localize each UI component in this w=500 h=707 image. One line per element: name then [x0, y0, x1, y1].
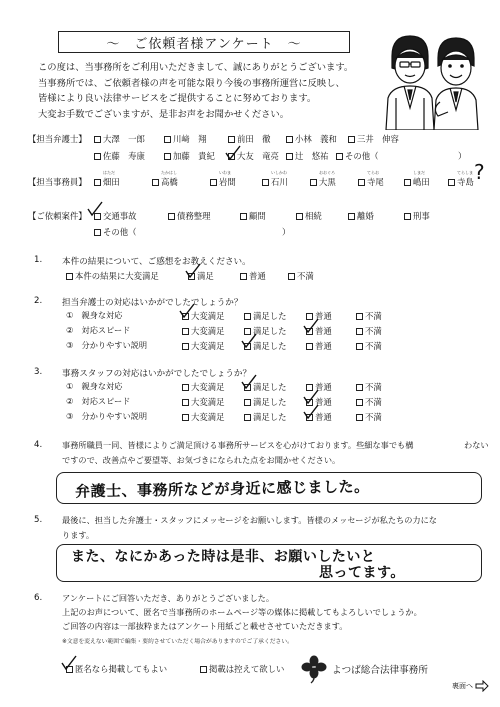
- checkbox[interactable]: [182, 328, 189, 335]
- checkbox[interactable]: [404, 179, 411, 186]
- checkbox[interactable]: [356, 343, 363, 350]
- checkbox[interactable]: [94, 229, 101, 236]
- question-text: 担当弁護士の対応はいかがでしたでしょうか？: [62, 298, 243, 308]
- case-option[interactable]: 相続: [296, 210, 322, 222]
- staff-name: 寺島: [457, 177, 474, 187]
- q2-item: ② 対応スピード: [66, 325, 131, 335]
- staff-option[interactable]: [210, 170, 236, 188]
- q1-option-checked[interactable]: 満足: [188, 270, 214, 282]
- q3-option[interactable]: 不満: [356, 381, 382, 393]
- intro-line: 皆様により良い法律サービスをご提供することに努めております。: [38, 93, 317, 104]
- checkbox[interactable]: [310, 179, 317, 186]
- q2-option[interactable]: 満足した: [244, 325, 287, 337]
- q2-option[interactable]: 大変満足: [182, 325, 225, 337]
- q2-option[interactable]: 普通: [306, 340, 332, 352]
- staff-name: 畑田: [103, 177, 120, 187]
- lawyer-option[interactable]: 加藤 貴紀: [164, 150, 215, 162]
- staff-reading: いしかわ: [271, 170, 287, 175]
- staff-option[interactable]: [262, 170, 288, 188]
- q2-option[interactable]: 満足した: [244, 310, 287, 322]
- q1-option[interactable]: 普通: [240, 270, 266, 282]
- survey-title: ～ ご依頼者様アンケート ～: [58, 31, 350, 53]
- q3-option-checked[interactable]: 満足した: [244, 381, 287, 393]
- checkbox[interactable]: [288, 273, 295, 280]
- case-other-close: ）: [282, 227, 291, 237]
- checkbox[interactable]: [356, 399, 363, 406]
- clover-icon: [300, 654, 328, 684]
- lawyer-option-other[interactable]: その他（: [336, 150, 379, 162]
- q6-option-checked[interactable]: 匿名なら掲載してもよい: [66, 663, 167, 675]
- q3-item: ① 親身な対応: [66, 381, 123, 391]
- q1-option[interactable]: 本件の結果に大変満足: [66, 270, 159, 282]
- q3-option-checked[interactable]: 普通: [306, 411, 332, 423]
- q3-option[interactable]: 不満: [356, 396, 382, 408]
- next-page-indicator[interactable]: [452, 680, 489, 692]
- intro-line: 大変お手数でございますが、是非お声をお聞かせください。: [38, 108, 290, 120]
- case-option[interactable]: 債務整理: [168, 210, 211, 222]
- q6-option[interactable]: 掲載は控えて欲しい: [200, 663, 284, 675]
- checkbox[interactable]: [188, 273, 195, 280]
- q3-option[interactable]: 大変満足: [182, 381, 225, 393]
- case-option-other[interactable]: その他（: [94, 226, 137, 238]
- q2-option[interactable]: 不満: [356, 340, 382, 352]
- checkbox[interactable]: [244, 328, 251, 335]
- lawyer-option[interactable]: 小林 義和: [286, 133, 337, 145]
- q3-option[interactable]: 大変満足: [182, 411, 225, 423]
- checkbox[interactable]: [228, 153, 235, 160]
- question-number: 4.: [34, 440, 43, 450]
- q2-option-checked[interactable]: 普通: [306, 325, 332, 337]
- checkbox[interactable]: [306, 328, 313, 335]
- case-option[interactable]: 刑事: [404, 210, 430, 222]
- staff-option[interactable]: [152, 170, 178, 188]
- q2-option[interactable]: 普通: [306, 310, 332, 322]
- checkbox[interactable]: [356, 328, 363, 335]
- checkbox[interactable]: [182, 343, 189, 350]
- question-text-line: ですので、改善点やご要望等、お気づきになられた点をお聞かせください。: [62, 455, 341, 465]
- footnote: ※文意を変えない範囲で編集・要約させていただく場合がありますのでご了承ください。: [62, 639, 293, 645]
- question-number: 1.: [34, 255, 43, 265]
- q3-option[interactable]: 大変満足: [182, 396, 225, 408]
- checkbox[interactable]: [94, 213, 101, 220]
- intro-line: この度は、当事務所をご利用いただきまして、誠にありがとうございます。: [38, 62, 354, 73]
- checkbox[interactable]: [448, 179, 455, 186]
- staff-reading: てらしま: [457, 170, 473, 175]
- checkbox[interactable]: [182, 313, 189, 320]
- question-text: 事務スタッフの対応はいかがでしたでしょうか？: [62, 369, 252, 379]
- q1-option[interactable]: 不満: [288, 270, 314, 282]
- staff-option[interactable]: [310, 170, 336, 188]
- question-text-line: 最後に、担当した弁護士・スタッフにメッセージをお願いします。皆様のメッセージが私たちの力にな: [62, 515, 437, 525]
- lawyer-option[interactable]: 佐藤 寿康: [94, 150, 145, 162]
- staff-option[interactable]: [404, 170, 430, 188]
- checkbox[interactable]: [348, 136, 355, 143]
- checkbox[interactable]: [336, 153, 343, 160]
- q5-answer-box[interactable]: [56, 544, 482, 582]
- next-page-label: 裏面へ: [452, 682, 473, 690]
- lawyer-option-checked[interactable]: 大友 竜亮: [228, 150, 279, 162]
- q2-option[interactable]: 不満: [356, 310, 382, 322]
- q3-option[interactable]: 普通: [306, 381, 332, 393]
- lawyer-option[interactable]: 辻 悠祐: [286, 150, 329, 162]
- checkbox[interactable]: [404, 213, 411, 220]
- checkbox[interactable]: [296, 213, 303, 220]
- checkbox[interactable]: [182, 414, 189, 421]
- checkbox[interactable]: [244, 384, 251, 391]
- checkbox[interactable]: [306, 343, 313, 350]
- intro-text: [38, 60, 368, 122]
- question-text-line: アンケートにご回答いただき、ありがとうございました。: [62, 593, 275, 603]
- q2-option-checked[interactable]: 満足した: [244, 340, 287, 352]
- checkbox[interactable]: [240, 273, 247, 280]
- q2-option[interactable]: 大変満足: [182, 340, 225, 352]
- q2-option-checked[interactable]: 大変満足: [182, 310, 225, 322]
- case-type-label: 【ご依頼案件】: [28, 211, 87, 221]
- checkbox[interactable]: [356, 414, 363, 421]
- checkbox[interactable]: [200, 666, 207, 673]
- q3-option[interactable]: 満足した: [244, 411, 287, 423]
- question-number: 6.: [34, 593, 43, 603]
- checkbox[interactable]: [240, 213, 247, 220]
- checkbox[interactable]: [168, 213, 175, 220]
- checkbox[interactable]: [306, 313, 313, 320]
- staff-label: 【担当事務員】: [28, 177, 87, 187]
- lawyer-option[interactable]: 三井 伸容: [348, 133, 399, 145]
- staff-name: 高橋: [161, 177, 178, 187]
- checkbox[interactable]: [358, 179, 365, 186]
- lawyer-option[interactable]: 大澤 一郎: [94, 133, 145, 145]
- q3-option[interactable]: 満足した: [244, 396, 287, 408]
- question-number: 3.: [34, 367, 43, 377]
- checkbox[interactable]: [66, 666, 73, 673]
- checkbox[interactable]: [94, 136, 101, 143]
- case-option[interactable]: 離婚: [348, 210, 374, 222]
- checkbox[interactable]: [306, 399, 313, 406]
- staff-name: 嶋田: [413, 177, 430, 187]
- q3-option-checked[interactable]: 普通: [306, 396, 332, 408]
- intro-line: 当事務所では、ご依頼者様の声を可能な限り今後の事務所運営に反映し、: [38, 77, 345, 89]
- staff-reading: はただ: [103, 170, 115, 175]
- q2-option[interactable]: 不満: [356, 325, 382, 337]
- checkbox[interactable]: [164, 136, 171, 143]
- lawyer-other-close: ）: [458, 151, 467, 161]
- checkbox[interactable]: [348, 213, 355, 220]
- arrow-right-icon: [475, 680, 489, 692]
- checkbox[interactable]: [306, 414, 313, 421]
- staff-reading: おおぐろ: [319, 170, 335, 175]
- checkbox[interactable]: [164, 153, 171, 160]
- lawyer-option[interactable]: 川﨑 翔: [164, 133, 207, 145]
- checkbox[interactable]: [286, 136, 293, 143]
- office-name: よつば総合法律事務所: [332, 665, 428, 676]
- office-logo: [300, 650, 450, 688]
- checkbox[interactable]: [210, 179, 217, 186]
- question-text-line: 事務所職員一同、皆様によりご満足頂ける事務所サービスを心がけております。些細な事でも構: [62, 440, 414, 450]
- question-text-line: ります。: [62, 530, 95, 540]
- checkbox[interactable]: [244, 414, 251, 421]
- staff-option[interactable]: [94, 170, 120, 188]
- q2-item: ③ 分かりやすい説明: [66, 340, 148, 350]
- question-text-line: ご回答の内容は一部抜粋またはアンケート用紙ごと載せさせていただきます。: [62, 621, 348, 631]
- case-option-checked[interactable]: 交通事故: [94, 210, 137, 222]
- lawyers-illustration: [378, 28, 486, 130]
- checkbox[interactable]: [228, 136, 235, 143]
- lawyer-label: 【担当弁護士】: [28, 134, 87, 144]
- staff-name: 岩間: [219, 177, 236, 187]
- question-text-tail: わない: [464, 440, 489, 450]
- staff-option[interactable]: [448, 170, 474, 188]
- right-lawyer-figure: [434, 38, 478, 130]
- checkbox[interactable]: [182, 384, 189, 391]
- case-option[interactable]: 顧問: [240, 210, 266, 222]
- checkbox[interactable]: [356, 313, 363, 320]
- staff-reading: しまだ: [413, 170, 425, 175]
- staff-reading: てらお: [367, 170, 379, 175]
- checkbox[interactable]: [66, 273, 73, 280]
- q3-item: ② 対応スピード: [66, 396, 131, 406]
- checkbox[interactable]: [182, 399, 189, 406]
- q4-handwritten-answer: 弁護士、事務所などが身近に感じました。: [74, 477, 370, 501]
- question-text-line: 上記のお声について、匿名で当事務所のホームページ等の媒体に掲載してもよろしいでしょうか。: [62, 607, 422, 617]
- staff-option[interactable]: [358, 170, 384, 188]
- checkbox[interactable]: [356, 384, 363, 391]
- q5-handwritten-answer-line: また、なにかあった時は是非、お願いしたいと: [71, 549, 376, 565]
- staff-name: 寺尾: [367, 177, 384, 187]
- handwritten-question-mark: ?: [474, 160, 485, 184]
- staff-name: 石川: [271, 177, 288, 187]
- staff-reading: いわま: [219, 170, 231, 175]
- checkbox[interactable]: [244, 343, 251, 350]
- checkbox[interactable]: [244, 313, 251, 320]
- lawyer-option[interactable]: 前田 徹: [228, 133, 271, 145]
- checkbox[interactable]: [94, 153, 101, 160]
- q4-answer-box[interactable]: [56, 472, 482, 504]
- staff-reading: たかはし: [161, 170, 177, 175]
- checkbox[interactable]: [244, 399, 251, 406]
- question-number: 5.: [34, 515, 43, 525]
- q3-item: ③ 分かりやすい説明: [66, 411, 148, 421]
- checkbox[interactable]: [306, 384, 313, 391]
- checkbox[interactable]: [94, 179, 101, 186]
- question-text: 本件の結果について、ご感想をお教えください。: [62, 257, 251, 267]
- q3-option[interactable]: 不満: [356, 411, 382, 423]
- question-number: 2.: [34, 296, 43, 306]
- left-lawyer-figure: [386, 36, 434, 130]
- q5-handwritten-answer-line: 思ってます。: [319, 565, 405, 581]
- checkbox[interactable]: [286, 153, 293, 160]
- checkbox[interactable]: [262, 179, 269, 186]
- q2-item: ① 親身な対応: [66, 310, 123, 320]
- checkbox[interactable]: [152, 179, 159, 186]
- staff-name: 大黒: [319, 177, 336, 187]
